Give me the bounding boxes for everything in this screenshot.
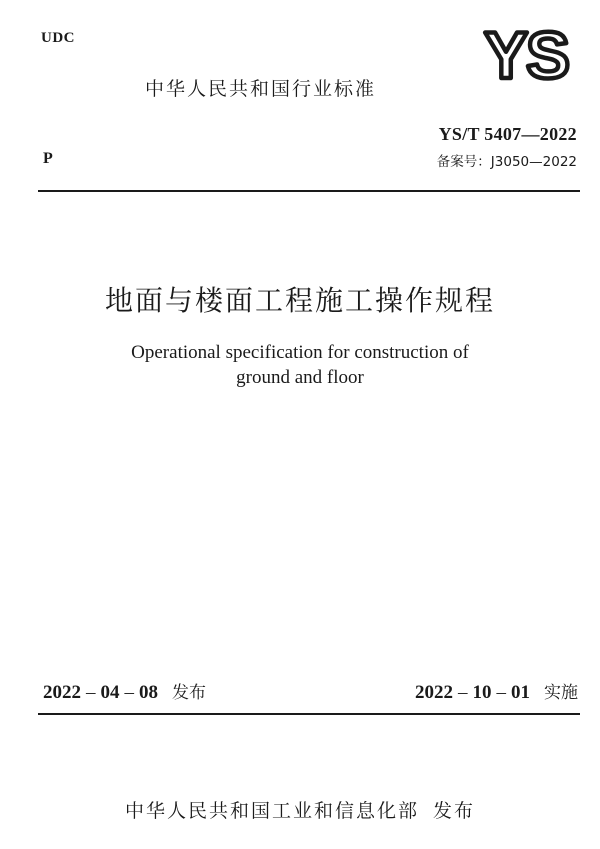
title-chinese: 地面与楼面工程施工操作规程 [104, 284, 495, 317]
standard-category: 中华人民共和国行业标准 [145, 78, 377, 100]
issuer-action: 发布 [433, 800, 476, 822]
issuer-line [0, 796, 600, 823]
title-english [0, 340, 600, 390]
publish-dash-1: – [86, 682, 96, 703]
bottom-divider [38, 713, 580, 715]
publish-day: 08 [139, 682, 158, 703]
ys-logo [468, 22, 584, 86]
filing-number: 备案号：J3050—2022 [436, 154, 577, 170]
standard-number: YS/T 5407—2022 [438, 124, 577, 144]
implement-dash-1: – [458, 682, 468, 703]
ys-logo-text: YS [483, 22, 569, 86]
implement-date [415, 678, 578, 704]
title-english-line-2: ground and floor [236, 367, 364, 388]
publish-date [43, 678, 206, 704]
title-english-line-1: Operational specification for construction of [131, 342, 469, 363]
implement-month: 10 [472, 682, 492, 703]
implement-label: 实施 [544, 683, 578, 703]
classification-code: P [43, 150, 53, 167]
publish-month: 04 [100, 682, 120, 703]
issuer-name: 中华人民共和国工业和信息化部 [124, 800, 419, 822]
implement-year: 2022 [415, 682, 453, 703]
publish-year: 2022 [43, 682, 81, 703]
publish-label: 发布 [172, 683, 206, 703]
top-divider [38, 190, 580, 192]
implement-dash-2: – [496, 682, 506, 703]
publish-dash-2: – [124, 682, 134, 703]
implement-day: 01 [511, 682, 530, 703]
udc-label: UDC [41, 30, 75, 46]
